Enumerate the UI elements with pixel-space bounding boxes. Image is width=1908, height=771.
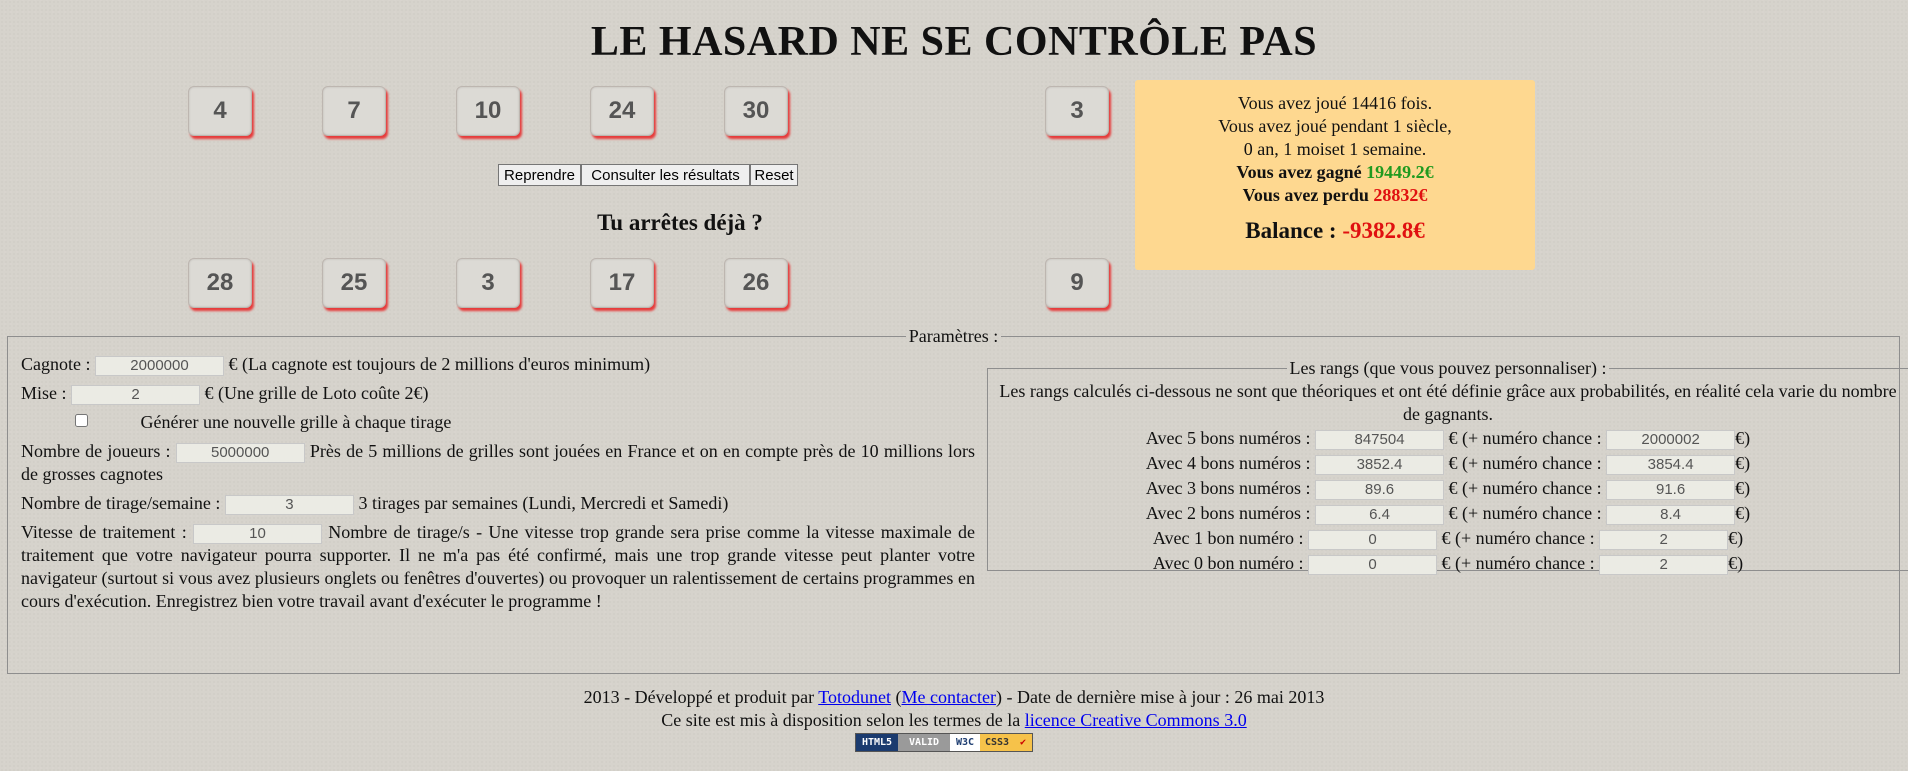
- valid-badge: VALID: [898, 734, 950, 751]
- rank-chance-input[interactable]: [1606, 480, 1735, 500]
- played-ball-4: 17: [590, 258, 654, 308]
- rank-close: €): [1735, 453, 1751, 473]
- rank-value-input[interactable]: [1308, 555, 1437, 575]
- played-ball-3: 3: [456, 258, 520, 308]
- rank-chance-input[interactable]: [1606, 455, 1735, 475]
- stats-lost-label: Vous avez perdu: [1242, 185, 1374, 205]
- players-label: Nombre de joueurs :: [21, 441, 171, 461]
- rank-label: Avec 5 bons numéros :: [1145, 428, 1311, 448]
- rank-row: [992, 451, 1904, 476]
- stats-balance: [1135, 219, 1535, 242]
- speed-note: Nombre de tirage/s - Une vitesse trop grande sera prise comme la vitesse maximale de traitement que votre navigateur pourra supporter. Il ne m'a pas été confirmé, mais une trop grande vitesse peut planter votre navigateur (surtout si vous avez plusieurs onglets ou fenêtres d'ouvertes) ou provoquer un ralentissement de certains programmes en cours d'exécution. Enregistrez bien votre travail avant d'exécuter le programme !: [21, 522, 975, 611]
- rank-row: [992, 476, 1904, 501]
- rank-row: [992, 551, 1904, 576]
- played-ball-5: 26: [724, 258, 788, 308]
- parameters-fieldset: [7, 326, 1900, 674]
- jackpot-label: Cagnote :: [21, 354, 91, 374]
- rank-label: Avec 2 bons numéros :: [1145, 503, 1311, 523]
- speed-input[interactable]: [193, 524, 322, 544]
- rank-chance-input[interactable]: [1606, 430, 1735, 450]
- rank-label: Avec 3 bons numéros :: [1145, 478, 1311, 498]
- rank-row: [992, 526, 1904, 551]
- reset-button[interactable]: Reset: [750, 164, 798, 186]
- ranks-fieldset: [987, 357, 1908, 571]
- stats-balance-label: Balance :: [1245, 218, 1343, 243]
- rank-value-input[interactable]: [1315, 505, 1444, 525]
- stats-lost: [1135, 184, 1535, 207]
- rank-label: Avec 4 bons numéros :: [1145, 453, 1311, 473]
- license-link[interactable]: licence Creative Commons 3.0: [1024, 710, 1247, 730]
- w3c-badge: W3C: [950, 734, 980, 751]
- stake-input[interactable]: [71, 385, 200, 405]
- rank-label: Avec 1 bon numéro :: [1152, 528, 1304, 548]
- view-results-button[interactable]: Consulter les résultats: [581, 164, 750, 186]
- rank-close: €): [1735, 478, 1751, 498]
- stake-note: € (Une grille de Loto coûte 2€): [204, 383, 429, 403]
- played-chance-ball: 9: [1045, 258, 1109, 308]
- parameters-legend: Paramètres :: [908, 326, 999, 346]
- draw-ball-5: 30: [724, 86, 788, 136]
- rank-chance-input[interactable]: [1599, 530, 1728, 550]
- played-ball-1: 28: [188, 258, 252, 308]
- stake-row: [21, 382, 975, 405]
- stats-lost-value: 28832€: [1373, 185, 1428, 205]
- rank-label: Avec 0 bon numéro :: [1152, 553, 1304, 573]
- rank-value-input[interactable]: [1315, 480, 1444, 500]
- rank-chance-label: € (+ numéro chance :: [1448, 453, 1602, 473]
- rank-chance-label: € (+ numéro chance :: [1448, 428, 1602, 448]
- footer-update-date: ) - Date de dernière mise à jour : 26 mai 2013: [995, 687, 1325, 707]
- players-note: Près de 5 millions de grilles sont jouées en France et on en compte près de 10 millions lors de grosses cagnotes: [21, 441, 976, 484]
- page-title: LE HASARD NE SE CONTRÔLE PAS: [590, 19, 1318, 65]
- parameters-left-column: [21, 353, 975, 619]
- speed-label: Vitesse de traitement :: [21, 522, 187, 542]
- stats-balance-value: -9382.8€: [1342, 218, 1425, 243]
- css3-badge: CSS3: [980, 734, 1014, 751]
- author-link[interactable]: Totodunet: [818, 687, 891, 707]
- draws-per-week-label: Nombre de tirage/semaine :: [21, 493, 221, 513]
- footer-credits: [0, 686, 1908, 709]
- draw-ball-1: 4: [188, 86, 252, 136]
- ranks-list: [992, 426, 1904, 576]
- stats-duration: Vous avez joué pendant 1 siècle,: [1218, 116, 1452, 136]
- draws-per-week-row: [21, 492, 975, 515]
- checkmark-icon: ✔: [1014, 734, 1032, 751]
- new-grid-checkbox[interactable]: [75, 414, 88, 427]
- footer-credits-prefix: 2013 - Développé et produit par: [583, 687, 819, 707]
- new-grid-row: [21, 411, 975, 434]
- jackpot-input[interactable]: [95, 356, 224, 376]
- footer-license-prefix: Ce site est mis à disposition selon les termes de la: [661, 710, 1025, 730]
- rank-chance-label: € (+ numéro chance :: [1448, 478, 1602, 498]
- jackpot-note: € (La cagnote est toujours de 2 millions d'euros minimum): [228, 354, 651, 374]
- rank-chance-label: € (+ numéro chance :: [1448, 503, 1602, 523]
- rank-row: [992, 501, 1904, 526]
- rank-chance-input[interactable]: [1606, 505, 1735, 525]
- speed-row: [21, 521, 975, 613]
- rank-close: €): [1735, 428, 1751, 448]
- stats-play-count: Vous avez joué 14416 fois.: [1237, 93, 1433, 113]
- footer-paren: (: [891, 687, 902, 707]
- stake-label: Mise :: [21, 383, 67, 403]
- stats-won-label: Vous avez gagné: [1236, 162, 1367, 182]
- ranks-legend: Les rangs (que vous pouvez personnaliser) :: [1289, 358, 1607, 378]
- draw-ball-4: 24: [590, 86, 654, 136]
- stats-won: [1135, 161, 1535, 184]
- rank-chance-label: € (+ numéro chance :: [1441, 553, 1595, 573]
- played-ball-2: 25: [322, 258, 386, 308]
- rank-chance-label: € (+ numéro chance :: [1441, 528, 1595, 548]
- rank-value-input[interactable]: [1315, 430, 1444, 450]
- players-input[interactable]: [176, 443, 305, 463]
- stats-duration-detail: 0 an, 1 moiset 1 semaine.: [1243, 139, 1427, 159]
- jackpot-row: [21, 353, 975, 376]
- draw-ball-2: 7: [322, 86, 386, 136]
- html5-badge: HTML5: [856, 734, 898, 751]
- draws-per-week-note: 3 tirages par semaines (Lundi, Mercredi et Samedi): [358, 493, 729, 513]
- resume-button[interactable]: Reprendre: [498, 164, 581, 186]
- new-grid-label: Générer une nouvelle grille à chaque tirage: [140, 412, 452, 432]
- rank-chance-input[interactable]: [1599, 555, 1728, 575]
- rank-close: €): [1735, 503, 1751, 523]
- footer-license: [0, 709, 1908, 732]
- stop-message: Tu arrêtes déjà ?: [597, 210, 763, 235]
- validation-badges[interactable]: [855, 733, 1033, 752]
- draw-ball-3: 10: [456, 86, 520, 136]
- stats-won-value: 19449.2€: [1366, 162, 1434, 182]
- draws-per-week-input[interactable]: [225, 495, 354, 515]
- rank-row: [992, 426, 1904, 451]
- footer: [0, 686, 1908, 732]
- rank-value-input[interactable]: [1308, 530, 1437, 550]
- stats-panel: [1135, 80, 1535, 270]
- players-row: [21, 440, 975, 486]
- contact-link[interactable]: Me contacter: [901, 687, 996, 707]
- ranks-description: Les rangs calculés ci-dessous ne sont que théoriques et ont été définie grâce aux probabilités, en réalité cela varie du nombre de gagnants.: [999, 381, 1897, 424]
- rank-close: €): [1728, 553, 1744, 573]
- draw-chance-ball: 3: [1045, 86, 1109, 136]
- rank-close: €): [1728, 528, 1744, 548]
- rank-value-input[interactable]: [1315, 455, 1444, 475]
